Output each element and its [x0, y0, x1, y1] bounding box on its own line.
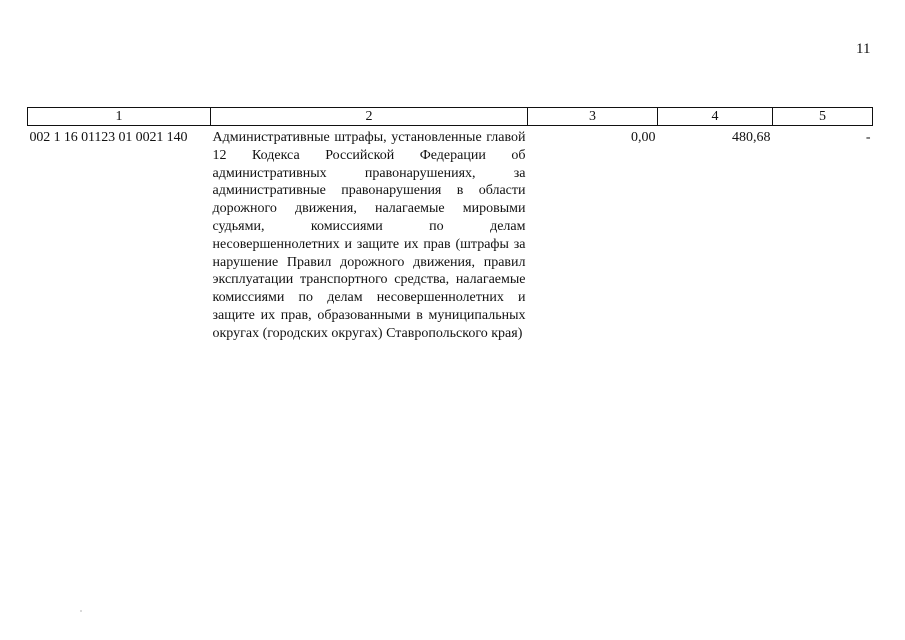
page-number: 11	[856, 41, 871, 57]
column-header-2: 2	[211, 108, 528, 126]
header-row	[28, 108, 873, 126]
column-3-value: 0,00	[631, 130, 656, 145]
column-header-5: 5	[773, 108, 873, 126]
table-row	[28, 126, 873, 343]
revenue-description: Административные штрафы, установленные главой 12 Кодекса Российской Федерации об административных правонарушениях, за административные правонарушения в области дорожного движения, налагаемые мировыми судьями, комиссиями по делам несовершеннолетних и защите их прав (штрафы за нарушение Правил дорожного движения, правил эксплуатации транспортного средства, налагаемые комиссиями по делам несовершеннолетних и защите их прав, образованными в муниципальных округах (городских округах) Ставропольского края)	[212, 130, 526, 341]
scan-speck	[80, 610, 82, 612]
budget-table	[27, 107, 873, 343]
budget-classification-code: 002 1 16 01123 01 0021 140	[29, 130, 188, 145]
column-header-4: 4	[658, 108, 773, 126]
column-5-value: -	[865, 130, 871, 145]
column-header-1: 1	[28, 108, 211, 126]
column-header-3: 3	[528, 108, 658, 126]
column-4-value: 480,68	[732, 130, 771, 145]
